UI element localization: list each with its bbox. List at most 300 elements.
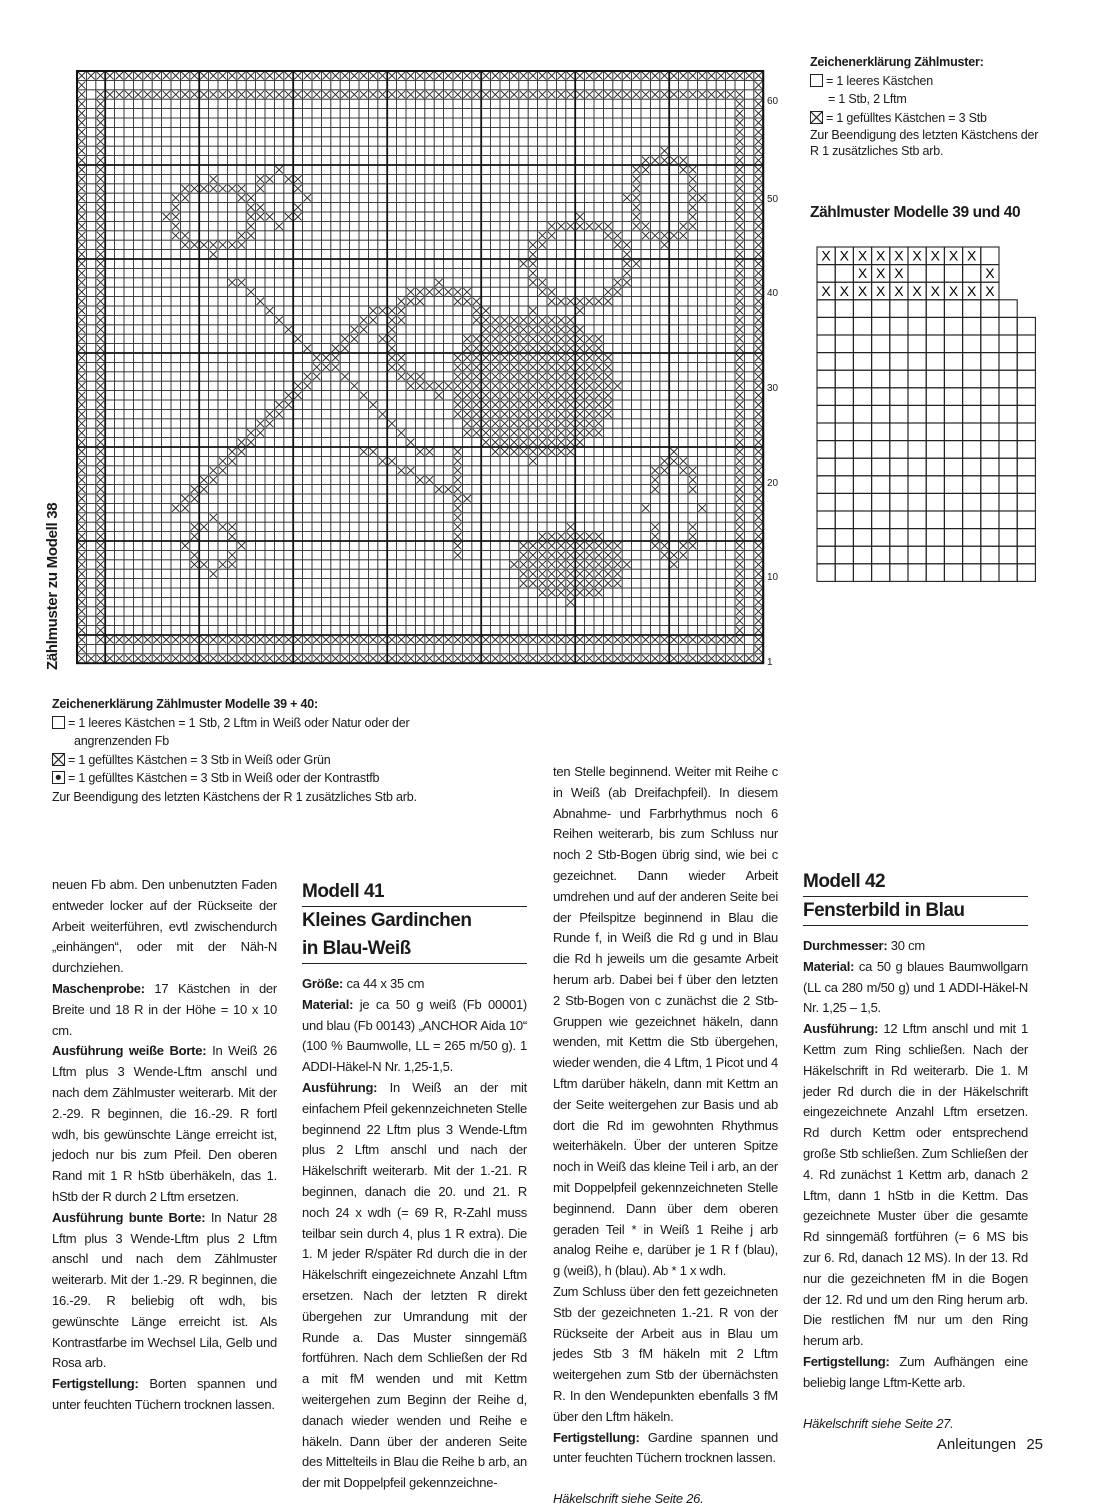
filled-cell-mark: [755, 157, 762, 164]
grid-cell: [472, 268, 481, 277]
grid-cell: [472, 203, 481, 212]
filled-cell-mark: [78, 467, 85, 474]
grid-cell: [585, 146, 594, 155]
grid-cell: [444, 80, 453, 89]
grid-cell: [632, 532, 641, 541]
filled-cell-mark: [755, 542, 762, 549]
grid-cell: [650, 109, 659, 118]
grid-cell: [237, 550, 246, 559]
grid-cell: [669, 99, 678, 108]
grid-cell: [218, 419, 227, 428]
filled-cell-mark: [454, 373, 461, 380]
grid-cell: [237, 334, 246, 343]
grid-cell: [585, 503, 594, 512]
filled-cell-mark: [200, 476, 207, 483]
filled-cell-mark: [482, 420, 489, 427]
grid-cell: [444, 409, 453, 418]
grid-cell: [425, 184, 434, 193]
grid-cell: [397, 165, 406, 174]
grid-cell: [368, 475, 377, 484]
grid-cell: [105, 118, 114, 127]
filled-cell-mark: [304, 345, 311, 352]
grid-cell: [632, 278, 641, 287]
grid-cell: [312, 118, 321, 127]
grid-cell: [86, 447, 95, 456]
grid-cell: [265, 588, 274, 597]
filled-cell-mark: [633, 194, 640, 201]
grid-cell: [86, 90, 95, 99]
grid-cell: [509, 306, 518, 315]
grid-cell: [199, 353, 208, 362]
filled-cell-mark: [539, 373, 546, 380]
grid-cell: [716, 503, 725, 512]
grid-cell: [697, 127, 706, 136]
filled-cell-mark: [567, 326, 574, 333]
grid-cell: [227, 99, 236, 108]
filled-cell-mark: [595, 222, 602, 229]
grid-cell: [246, 240, 255, 249]
grid-cell: [378, 278, 387, 287]
grid-cell: [387, 287, 396, 296]
grid-cell: [660, 391, 669, 400]
grid-cell: [331, 588, 340, 597]
grid-cell: [425, 212, 434, 221]
grid-cell: [519, 109, 528, 118]
grid-cell: [744, 353, 753, 362]
grid-cell: [613, 325, 622, 334]
filled-cell-mark: [755, 382, 762, 389]
filled-cell-mark: [539, 316, 546, 323]
grid-cell: [274, 569, 283, 578]
filled-cell-mark: [304, 382, 311, 389]
grid-cell: [115, 287, 124, 296]
grid-cell: [124, 297, 133, 306]
filled-cell-mark: [576, 222, 583, 229]
grid-cell: [105, 381, 114, 390]
filled-cell-mark: [642, 157, 649, 164]
grid-cell: [603, 344, 612, 353]
grid-cell: [538, 297, 547, 306]
grid-cell: [293, 466, 302, 475]
filled-cell-mark: [97, 222, 104, 229]
grid-cell: [293, 109, 302, 118]
grid-cell: [293, 560, 302, 569]
grid-cell: [444, 541, 453, 550]
grid-cell: [190, 212, 199, 221]
grid-cell: [312, 569, 321, 578]
grid-cell: [340, 268, 349, 277]
grid-cell: [105, 250, 114, 259]
grid-cell: [162, 362, 171, 371]
filled-cell-mark: [388, 316, 395, 323]
grid-cell: [359, 212, 368, 221]
grid-cell: [622, 212, 631, 221]
grid-cell: [105, 278, 114, 287]
grid-cell: [556, 184, 565, 193]
filled-cell-mark: [78, 354, 85, 361]
grid-cell: [697, 409, 706, 418]
grid-cell: [378, 287, 387, 296]
grid-cell: [632, 268, 641, 277]
grid-cell: [190, 447, 199, 456]
grid-cell: [265, 156, 274, 165]
grid-cell: [331, 550, 340, 559]
grid-cell: [340, 250, 349, 259]
filled-cell-mark: [586, 373, 593, 380]
grid-cell: [726, 466, 735, 475]
grid-cell: [613, 334, 622, 343]
grid-cell: [227, 503, 236, 512]
grid-cell: [744, 137, 753, 146]
grid-cell: [209, 221, 218, 230]
grid-cell: [171, 287, 180, 296]
grid-cell: [491, 278, 500, 287]
grid-cell: [613, 466, 622, 475]
grid-cell: [716, 80, 725, 89]
grid-cell: [688, 156, 697, 165]
grid-cell: [265, 485, 274, 494]
grid-cell: [632, 550, 641, 559]
filled-cell-mark: [576, 213, 583, 220]
filled-cell-mark: [210, 175, 217, 182]
grid-cell: [162, 203, 171, 212]
grid-cell: [124, 532, 133, 541]
grid-cell: [622, 353, 631, 362]
grid-cell: [585, 193, 594, 202]
grid-cell: [641, 560, 650, 569]
grid-cell: [434, 80, 443, 89]
grid-cell: [415, 146, 424, 155]
filled-cell-mark: [97, 326, 104, 333]
grid-cell: [444, 156, 453, 165]
filled-cell-mark: [257, 213, 264, 220]
grid-cell: [444, 268, 453, 277]
grid-cell: [688, 325, 697, 334]
grid-cell: [143, 541, 152, 550]
filled-cell-mark: [285, 392, 292, 399]
grid-cell: [321, 400, 330, 409]
grid-cell: [472, 588, 481, 597]
grid-cell: [180, 203, 189, 212]
filled-cell-mark: [529, 354, 536, 361]
grid-cell: [105, 231, 114, 240]
filled-cell-mark: [595, 363, 602, 370]
filled-cell-mark: [78, 147, 85, 154]
grid-cell: [133, 174, 142, 183]
grid-cell: [143, 353, 152, 362]
grid-cell: [444, 221, 453, 230]
grid-cell: [246, 419, 255, 428]
grid-cell: [378, 419, 387, 428]
grid-cell: [613, 428, 622, 437]
grid-cell: [133, 344, 142, 353]
grid-cell: [547, 503, 556, 512]
grid-cell: [152, 127, 161, 136]
filled-cell-mark: [736, 110, 743, 117]
grid-cell: [434, 569, 443, 578]
grid-cell: [603, 494, 612, 503]
grid-cell: [199, 165, 208, 174]
filled-cell-mark: [416, 382, 423, 389]
filled-cell-mark: [595, 298, 602, 305]
filled-cell-mark: [294, 185, 301, 192]
grid-cell: [340, 127, 349, 136]
filled-cell-mark: [567, 354, 574, 361]
grid-cell: [566, 146, 575, 155]
grid-cell: [143, 297, 152, 306]
filled-cell-mark: [576, 335, 583, 342]
grid-cell: [547, 475, 556, 484]
grid-cell: [143, 325, 152, 334]
grid-cell: [622, 419, 631, 428]
grid-cell: [509, 259, 518, 268]
grid-cell: [585, 212, 594, 221]
grid-cell: [152, 541, 161, 550]
grid-cell: [265, 400, 274, 409]
filled-cell-mark: [416, 373, 423, 380]
filled-cell-mark: [755, 298, 762, 305]
grid-cell: [227, 419, 236, 428]
grid-cell: [603, 240, 612, 249]
grid-cell: [274, 447, 283, 456]
grid-cell: [575, 447, 584, 456]
grid-cell: [378, 391, 387, 400]
grid-cell: [246, 174, 255, 183]
grid-cell: [397, 503, 406, 512]
grid-cell: [425, 109, 434, 118]
grid-cell: [613, 315, 622, 324]
grid-cell: [284, 503, 293, 512]
grid-cell: [321, 156, 330, 165]
grid-cell: [688, 381, 697, 390]
grid-cell: [171, 409, 180, 418]
filled-cell-mark: [97, 439, 104, 446]
grid-cell: [697, 325, 706, 334]
grid-cell: [124, 80, 133, 89]
grid-cell: [669, 362, 678, 371]
grid-cell: [227, 391, 236, 400]
filled-cell-mark: [492, 439, 499, 446]
grid-cell: [632, 381, 641, 390]
filled-cell-mark: [520, 580, 527, 587]
filled-cell-mark: [78, 279, 85, 286]
grid-cell: [425, 165, 434, 174]
filled-cell-mark: [539, 91, 546, 98]
grid-cell: [575, 184, 584, 193]
grid-cell: [491, 156, 500, 165]
grid-cell: [415, 579, 424, 588]
filled-cell-mark: [473, 373, 480, 380]
filled-cell-mark: [200, 185, 207, 192]
grid-cell: [632, 456, 641, 465]
grid-cell: [133, 522, 142, 531]
grid-cell: [162, 146, 171, 155]
filled-cell-mark: [473, 410, 480, 417]
grid-cell: [444, 588, 453, 597]
filled-cell-mark: [510, 448, 517, 455]
grid-cell: [312, 485, 321, 494]
grid-cell: [256, 532, 265, 541]
filled-cell-mark: [294, 213, 301, 220]
grid-cell: [124, 212, 133, 221]
grid-cell: [199, 193, 208, 202]
grid-cell: [641, 522, 650, 531]
grid-cell: [556, 278, 565, 287]
grid-cell: [321, 306, 330, 315]
grid-cell: [434, 475, 443, 484]
grid-cell: [284, 80, 293, 89]
filled-cell-mark: [407, 382, 414, 389]
grid-cell: [331, 532, 340, 541]
grid-cell: [613, 513, 622, 522]
grid-cell: [218, 315, 227, 324]
filled-cell-mark: [755, 147, 762, 154]
grid-cell: [650, 287, 659, 296]
grid-cell: [679, 438, 688, 447]
filled-cell-mark: [97, 138, 104, 145]
grid-cell: [265, 569, 274, 578]
grid-cell: [500, 127, 509, 136]
grid-cell: [162, 550, 171, 559]
grid-cell: [491, 212, 500, 221]
grid-cell: [321, 137, 330, 146]
grid-cell: [359, 146, 368, 155]
grid-cell: [679, 400, 688, 409]
grid-cell: [538, 80, 547, 89]
grid-cell: [256, 362, 265, 371]
grid-cell: [312, 127, 321, 136]
filled-cell-mark: [388, 72, 395, 79]
grid-cell: [115, 221, 124, 230]
filled-cell-mark: [539, 392, 546, 399]
grid-cell: [622, 297, 631, 306]
grid-cell: [321, 287, 330, 296]
filled-cell-mark: [492, 373, 499, 380]
grid-cell: [500, 231, 509, 240]
grid-cell: [613, 212, 622, 221]
filled-cell-mark: [576, 298, 583, 305]
grid-cell: [284, 447, 293, 456]
grid-cell: [632, 485, 641, 494]
grid-cell: [378, 184, 387, 193]
grid-cell: [453, 231, 462, 240]
grid-cell: [707, 391, 716, 400]
grid-cell: [622, 203, 631, 212]
grid-cell: [632, 560, 641, 569]
grid-cell: [218, 259, 227, 268]
filled-cell-mark: [285, 175, 292, 182]
grid-cell: [218, 80, 227, 89]
grid-cell: [256, 99, 265, 108]
filled-cell-mark: [463, 410, 470, 417]
grid-cell: [669, 334, 678, 343]
filled-cell-mark: [482, 345, 489, 352]
grid-cell: [528, 522, 537, 531]
grid-cell: [650, 344, 659, 353]
grid-cell: [406, 362, 415, 371]
grid-cell: [622, 438, 631, 447]
grid-cell: [293, 250, 302, 259]
grid-cell: [726, 381, 735, 390]
grid-cell: [359, 560, 368, 569]
grid-cell: [209, 118, 218, 127]
grid-cell: [688, 560, 697, 569]
filled-cell-mark: [210, 185, 217, 192]
grid-cell: [453, 250, 462, 259]
filled-cell-mark: [454, 514, 461, 521]
grid-cell: [162, 400, 171, 409]
grid-cell: [152, 579, 161, 588]
grid-cell: [500, 541, 509, 550]
filled-cell-mark: [604, 570, 611, 577]
grid-cell: [603, 522, 612, 531]
grid-cell: [105, 287, 114, 296]
grid-cell: [641, 334, 650, 343]
grid-cell: [312, 315, 321, 324]
grid-cell: [86, 428, 95, 437]
grid-cell: [697, 203, 706, 212]
filled-cell-mark: [651, 523, 658, 530]
grid-cell: [321, 560, 330, 569]
grid-cell: [180, 400, 189, 409]
filled-cell-mark: [304, 194, 311, 201]
grid-cell: [679, 80, 688, 89]
grid-cell: [190, 503, 199, 512]
filled-cell-mark: [736, 429, 743, 436]
grid-cell: [387, 588, 396, 597]
grid-cell: [368, 118, 377, 127]
grid-cell: [190, 541, 199, 550]
grid-cell: [350, 344, 359, 353]
grid-cell: [688, 118, 697, 127]
grid-cell: [115, 203, 124, 212]
filled-cell-mark: [97, 100, 104, 107]
filled-cell-mark: [642, 72, 649, 79]
grid-cell: [133, 259, 142, 268]
grid-cell: [237, 428, 246, 437]
grid-cell: [340, 428, 349, 437]
grid-cell: [105, 156, 114, 165]
grid-cell: [425, 334, 434, 343]
grid-cell: [312, 306, 321, 315]
grid-cell: [679, 353, 688, 362]
grid-cell: [359, 193, 368, 202]
grid-cell: [528, 297, 537, 306]
grid-cell: [152, 231, 161, 240]
grid-cell: [613, 156, 622, 165]
filled-cell-mark: [755, 363, 762, 370]
filled-cell-mark: [736, 570, 743, 577]
filled-cell-mark: [548, 288, 555, 295]
grid-cell: [237, 212, 246, 221]
grid-cell: [622, 447, 631, 456]
grid-cell: [434, 259, 443, 268]
grid-cell: [556, 456, 565, 465]
grid-cell: [256, 80, 265, 89]
grid-cell: [632, 250, 641, 259]
grid-cell: [171, 353, 180, 362]
grid-cell: [293, 428, 302, 437]
grid-cell: [575, 193, 584, 202]
grid-cell: [707, 221, 716, 230]
grid-cell: [556, 306, 565, 315]
grid-cell: [688, 428, 697, 437]
grid-cell: [368, 541, 377, 550]
grid-cell: [246, 485, 255, 494]
grid-cell: [444, 579, 453, 588]
grid-cell: [613, 268, 622, 277]
grid-cell: [650, 174, 659, 183]
